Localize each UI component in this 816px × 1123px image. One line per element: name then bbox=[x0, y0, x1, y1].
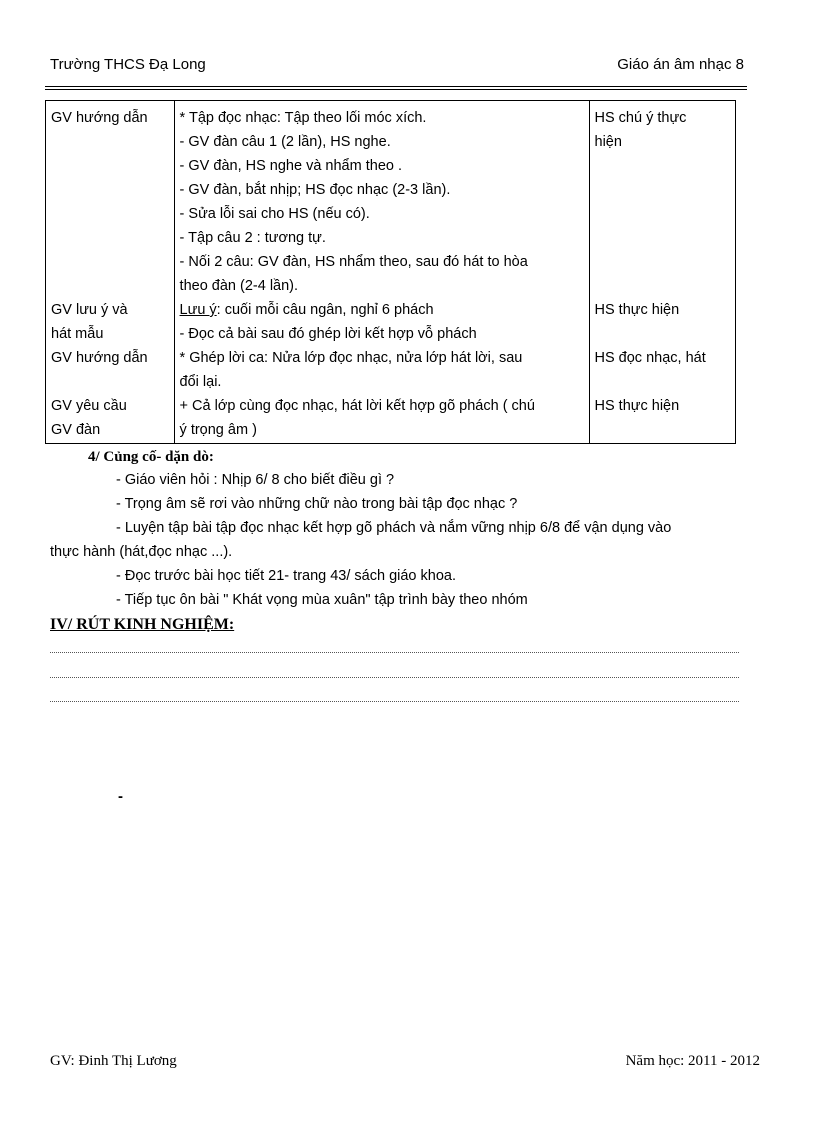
teacher-activity-line: GV lưu ý và bbox=[51, 302, 128, 318]
student-activity-line: HS thực hiện bbox=[594, 398, 680, 414]
consolidation-item: - Luyện tập bài tập đọc nhạc kết hợp gõ phách và nắm vững nhịp 6/8 để vận dụng vào bbox=[116, 520, 672, 536]
content-line: * Ghép lời ca: Nửa lớp đọc nhạc, nửa lớp hát lời, sau bbox=[179, 350, 523, 366]
table-row bbox=[46, 101, 736, 299]
experience-heading: IV/ RÚT KINH NGHIỆM: bbox=[50, 616, 235, 633]
content-cell bbox=[174, 394, 589, 444]
content-cell bbox=[174, 101, 589, 299]
student-activity-line: HS đọc nhạc, hát bbox=[594, 350, 706, 366]
footer-teacher: GV: Đinh Thị Lương bbox=[50, 1053, 177, 1069]
content-line: - Tập câu 2 : tương tự. bbox=[179, 230, 326, 246]
teacher-activity-line: GV hướng dẫn bbox=[51, 350, 148, 366]
stray-dash: - bbox=[118, 788, 123, 805]
content-line: - Đọc cả bài sau đó ghép lời kết hợp vỗ phách bbox=[179, 326, 477, 342]
student-activity-line: HS chú ý thực bbox=[594, 110, 687, 126]
dotted-writing-line bbox=[50, 677, 739, 678]
student-activity-line: hiện bbox=[594, 134, 622, 150]
table-row bbox=[46, 394, 736, 444]
content-cell bbox=[174, 346, 589, 394]
consolidation-item: - Đọc trước bài học tiết 21- trang 43/ sách giáo khoa. bbox=[116, 568, 456, 584]
consolidation-item: - Tiếp tục ôn bài " Khát vọng mùa xuân" tập trình bày theo nhóm bbox=[116, 592, 528, 608]
content-cell bbox=[174, 298, 589, 346]
consolidation-item: thực hành (hát,đọc nhạc ...). bbox=[50, 544, 233, 560]
content-line: - GV đàn câu 1 (2 lần), HS nghe. bbox=[179, 134, 391, 150]
student-activity-cell bbox=[589, 394, 736, 444]
dotted-writing-line bbox=[50, 652, 739, 653]
student-activity-line: HS thực hiện bbox=[594, 302, 680, 318]
header-school: Trường THCS Đạ Long bbox=[50, 56, 206, 73]
teacher-activity-line: GV yêu cầu bbox=[51, 398, 127, 414]
student-activity-cell bbox=[589, 346, 736, 394]
student-activity-cell bbox=[589, 298, 736, 346]
consolidation-item: - Giáo viên hỏi : Nhịp 6/ 8 cho biết điều gì ? bbox=[116, 472, 395, 488]
teacher-activity-cell bbox=[46, 394, 175, 444]
content-line: ý trọng âm ) bbox=[179, 422, 257, 438]
header-rule bbox=[45, 86, 747, 87]
consolidation-item: - Trọng âm sẽ rơi vào những chữ nào trong bài tập đọc nhạc ? bbox=[116, 496, 518, 512]
footer-year: Năm học: 2011 - 2012 bbox=[625, 1053, 760, 1069]
teacher-activity-cell bbox=[46, 346, 175, 394]
student-activity-cell bbox=[589, 101, 736, 299]
dotted-writing-line bbox=[50, 701, 739, 702]
note-text: : cuối mỗi câu ngân, nghỉ 6 phách bbox=[216, 302, 434, 318]
teacher-activity-line: GV hướng dẫn bbox=[51, 110, 148, 126]
teacher-activity-line: hát mẫu bbox=[51, 326, 104, 342]
content-line: - Nối 2 câu: GV đàn, HS nhẩm theo, sau đó hát to hòa bbox=[179, 254, 528, 270]
table-row bbox=[46, 298, 736, 346]
content-line: - GV đàn, HS nghe và nhẩm theo . bbox=[179, 158, 403, 174]
header-rule-second bbox=[45, 89, 747, 90]
content-line: - GV đàn, bắt nhịp; HS đọc nhạc (2-3 lần). bbox=[179, 182, 451, 198]
content-line: theo đàn (2-4 lần). bbox=[179, 278, 299, 294]
teacher-activity-cell bbox=[46, 298, 175, 346]
content-line: + Cả lớp cùng đọc nhạc, hát lời kết hợp gõ phách ( chú bbox=[179, 398, 535, 414]
content-line: - Sửa lỗi sai cho HS (nếu có). bbox=[179, 206, 370, 222]
header-subject: Giáo án âm nhạc 8 bbox=[617, 56, 744, 73]
lesson-activity-table bbox=[45, 100, 736, 444]
teacher-activity-line: GV đàn bbox=[51, 422, 101, 438]
table-row bbox=[46, 346, 736, 394]
note-line bbox=[180, 298, 584, 322]
teacher-activity-cell bbox=[46, 101, 175, 299]
content-line: đổi lại. bbox=[179, 374, 222, 390]
note-label: Lưu ý bbox=[179, 302, 217, 318]
content-line: * Tập đọc nhạc: Tập theo lối móc xích. bbox=[179, 110, 427, 126]
consolidation-heading: 4/ Củng cố- dặn dò: bbox=[88, 449, 214, 465]
